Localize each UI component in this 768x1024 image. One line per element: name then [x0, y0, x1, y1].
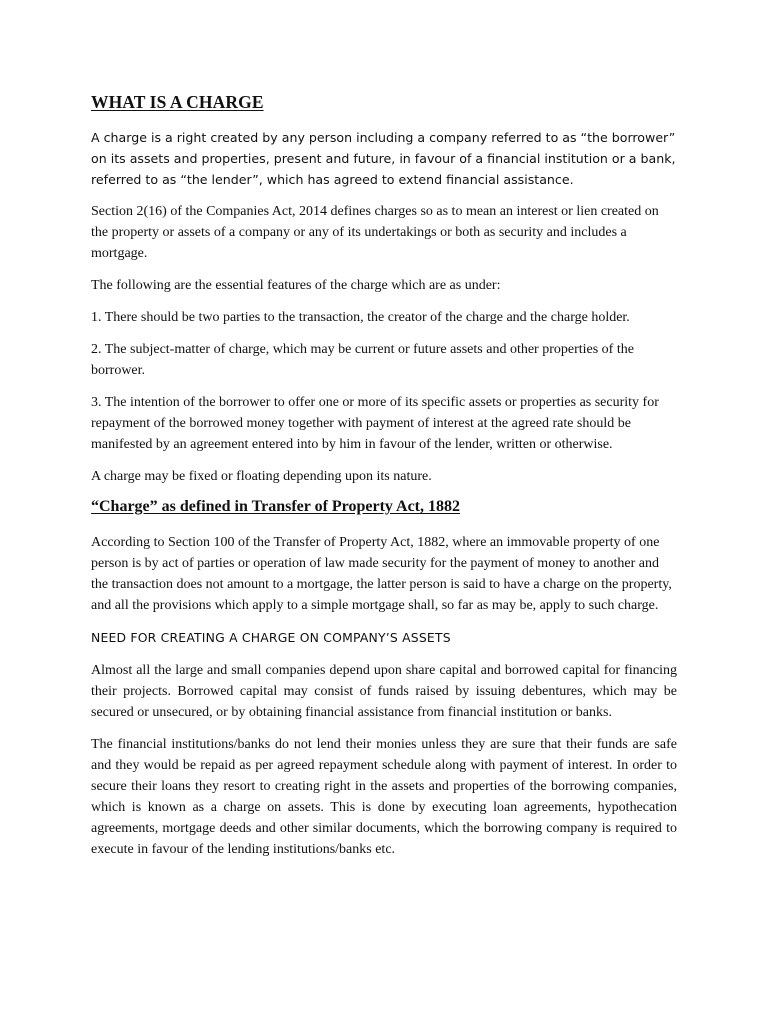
paragraph-charge-definition: A charge is a right created by any person including a company referred to as “the borrower” on its assets and properties, present and future, in favour of a financial institution or a bank, referred to as “the lender”, which has agreed to extend financial assistance.	[91, 130, 676, 187]
paragraph-lending-security: The financial institutions/banks do not lend their monies unless they are sure that their funds are safe and they would be repaid as per agreed repayment schedule along with payment of interest. In order to secure their loans they resort to creating right in the assets and properties of the borrowing companies, which is known as a charge on assets. This is done by executing loan agreements, hypothecation agreements, mortgage deeds and other similar documents, which the borrowing company is required to execute in favour of the lending institutions/banks etc.	[91, 737, 677, 857]
paragraph-companies-act: Section 2(16) of the Companies Act, 2014 defines charges so as to mean an interest or lien created on the property or assets of a company or any of its undertakings or both as security and includes a mortgage.	[91, 204, 659, 261]
paragraph-fixed-floating: A charge may be fixed or floating depending upon its nature.	[91, 469, 432, 484]
page-title: WHAT IS A CHARGE	[91, 92, 264, 112]
document-body	[91, 92, 677, 871]
feature-item-1: 1. There should be two parties to the transaction, the creator of the charge and the charge holder.	[91, 310, 630, 325]
paragraph-section-100: According to Section 100 of the Transfer of Property Act, 1882, where an immovable property of one person is by act of parties or operation of law made security for the payment of money to another and the transaction does not amount to a mortgage, the latter person is said to have a charge on the property, and all the provisions which apply to a simple mortgage shall, so far as may be, apply to such charge.	[91, 535, 672, 613]
section-heading-need-for-charge: NEED FOR CREATING A CHARGE ON COMPANY’S ASSETS	[91, 630, 451, 645]
feature-item-3: 3. The intention of the borrower to offer one or more of its specific assets or properties as security for repayment of the borrowed money together with payment of interest at the agreed rate should be manifested by an agreement entered into by him in favour of the lender, written or otherwise.	[91, 395, 659, 452]
section-heading-transfer-property-act: “Charge” as defined in Transfer of Property Act, 1882	[91, 498, 461, 515]
paragraph-borrowed-capital: Almost all the large and small companies depend upon share capital and borrowed capital for financing their projects. Borrowed capital may consist of funds raised by issuing debentures, which may be secured or unsecured, or by obtaining financial assistance from financial institution or banks.	[91, 663, 677, 720]
feature-item-2: 2. The subject-matter of charge, which may be current or future assets and other properties of the borrower.	[91, 342, 634, 378]
paragraph-features-intro: The following are the essential features of the charge which are as under:	[91, 278, 501, 293]
